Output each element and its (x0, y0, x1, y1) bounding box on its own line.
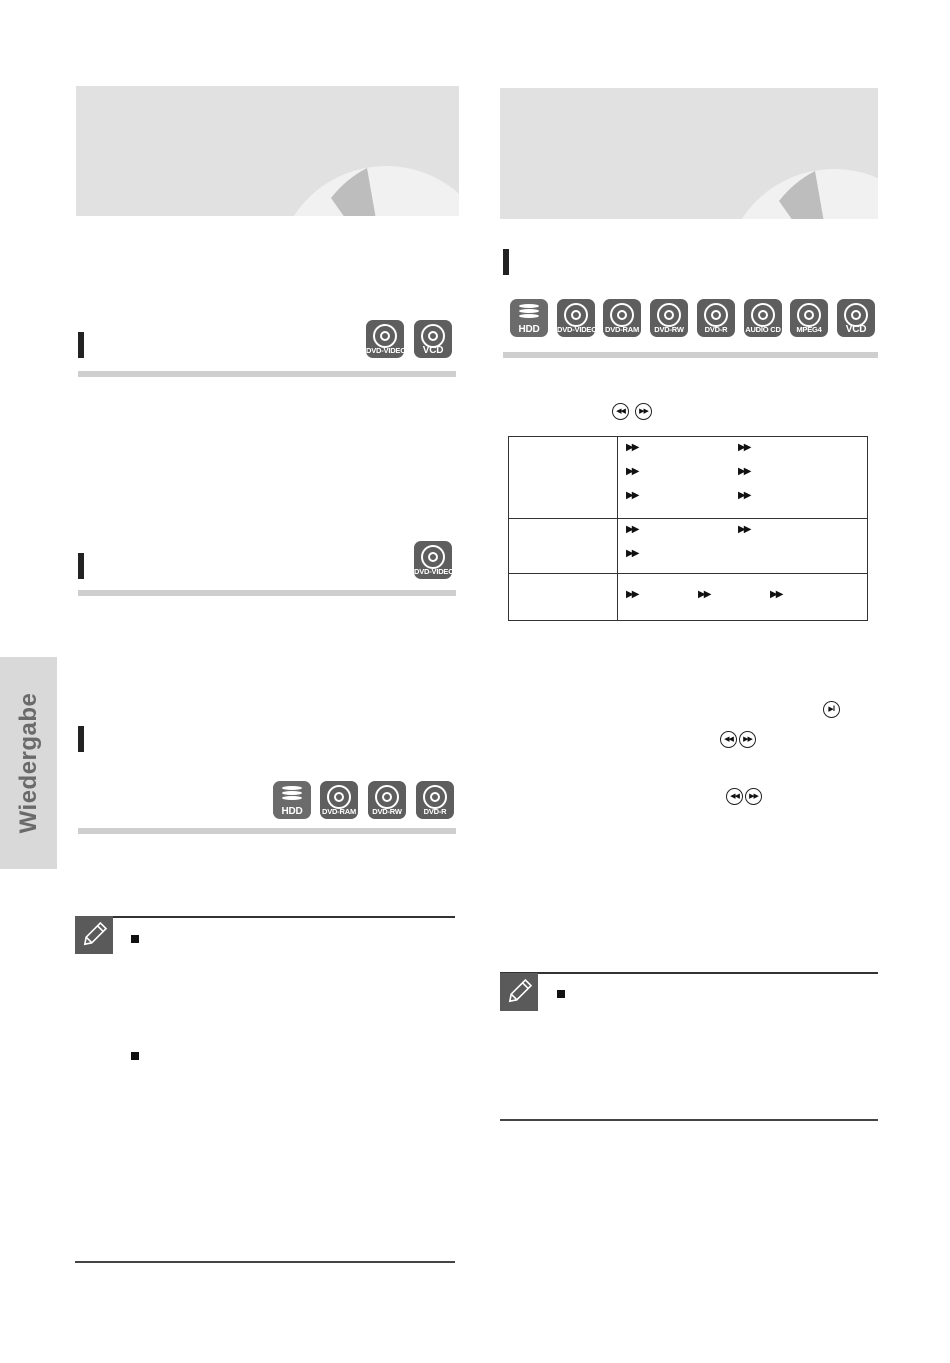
table-cell (618, 437, 868, 519)
fast-forward-icon: ▶▶ (738, 490, 750, 501)
hdd-disc-icon: HDD (510, 299, 548, 337)
section-marker (78, 726, 84, 752)
disc-art-icon (500, 88, 878, 219)
section-rule (78, 828, 456, 834)
column-end-line (75, 1261, 455, 1263)
dvd-ram-disc-icon: DVD-RAM (320, 781, 358, 819)
column-end-line (500, 1119, 878, 1121)
mpeg4-disc-icon: MPEG4 (790, 299, 828, 337)
fast-forward-button-icon: ▶▶ (739, 731, 756, 748)
section-rule (503, 352, 878, 358)
dvd-r-disc-icon: DVD-R (697, 299, 735, 337)
dvd-rw-disc-icon: DVD-RW (650, 299, 688, 337)
pencil-note-icon (75, 916, 113, 954)
rewind-button-icon: ◀◀ (720, 731, 737, 748)
fast-forward-icon: ▶▶ (626, 490, 638, 501)
fast-forward-button-icon: ▶▶ (745, 788, 762, 805)
table-row (509, 437, 868, 519)
fast-forward-icon: ▶▶ (626, 524, 638, 535)
section-rule (78, 590, 456, 596)
table-cell (618, 574, 868, 621)
table-cell (509, 574, 618, 621)
dvd-rw-disc-icon: DVD-RW (368, 781, 406, 819)
disc-art-icon (76, 86, 459, 216)
fast-forward-icon: ▶▶ (626, 589, 638, 600)
side-tab-label: Wiedergabe (14, 692, 42, 834)
fast-forward-icon: ▶▶ (770, 589, 782, 600)
note-top-line (75, 916, 455, 918)
table-row (509, 519, 868, 574)
side-tab (0, 657, 57, 869)
vcd-disc-icon: VCD (414, 320, 452, 358)
table-cell (509, 519, 618, 574)
dvd-video-disc-icon: DVD-VIDEO (557, 299, 595, 337)
note-bullet (557, 990, 565, 998)
section-rule (78, 371, 456, 377)
dvd-r-disc-icon: DVD-R (416, 781, 454, 819)
note-bullet (131, 1052, 139, 1060)
audio-cd-disc-icon: AUDIO CD (744, 299, 782, 337)
dvd-ram-disc-icon: DVD-RAM (603, 299, 641, 337)
fast-forward-icon: ▶▶ (738, 442, 750, 453)
section-marker (78, 332, 84, 358)
rewind-button-icon: ◀◀ (726, 788, 743, 805)
play-pause-button-icon: ▶‖ (823, 701, 840, 718)
fast-forward-button-icon: ▶▶ (635, 403, 652, 420)
rewind-button-icon: ◀◀ (612, 403, 629, 420)
section-marker (78, 553, 84, 579)
table-cell (509, 437, 618, 519)
section-marker (503, 249, 509, 275)
search-speed-table (508, 436, 868, 621)
pencil-note-icon (500, 973, 538, 1011)
fast-forward-icon: ▶▶ (698, 589, 710, 600)
vcd-disc-icon: VCD (837, 299, 875, 337)
hdd-disc-icon: HDD (273, 781, 311, 819)
fast-forward-icon: ▶▶ (738, 524, 750, 535)
fast-forward-icon: ▶▶ (626, 548, 638, 559)
table-row (509, 574, 868, 621)
dvd-video-disc-icon: DVD-VIDEO (366, 320, 404, 358)
fast-forward-icon: ▶▶ (738, 466, 750, 477)
table-cell (618, 519, 868, 574)
dvd-video-disc-icon: DVD-VIDEO (414, 541, 452, 579)
fast-forward-icon: ▶▶ (626, 466, 638, 477)
left-header-banner (76, 86, 459, 216)
note-top-line (500, 972, 878, 974)
note-bullet (131, 935, 139, 943)
fast-forward-icon: ▶▶ (626, 442, 638, 453)
right-header-banner (500, 88, 878, 219)
